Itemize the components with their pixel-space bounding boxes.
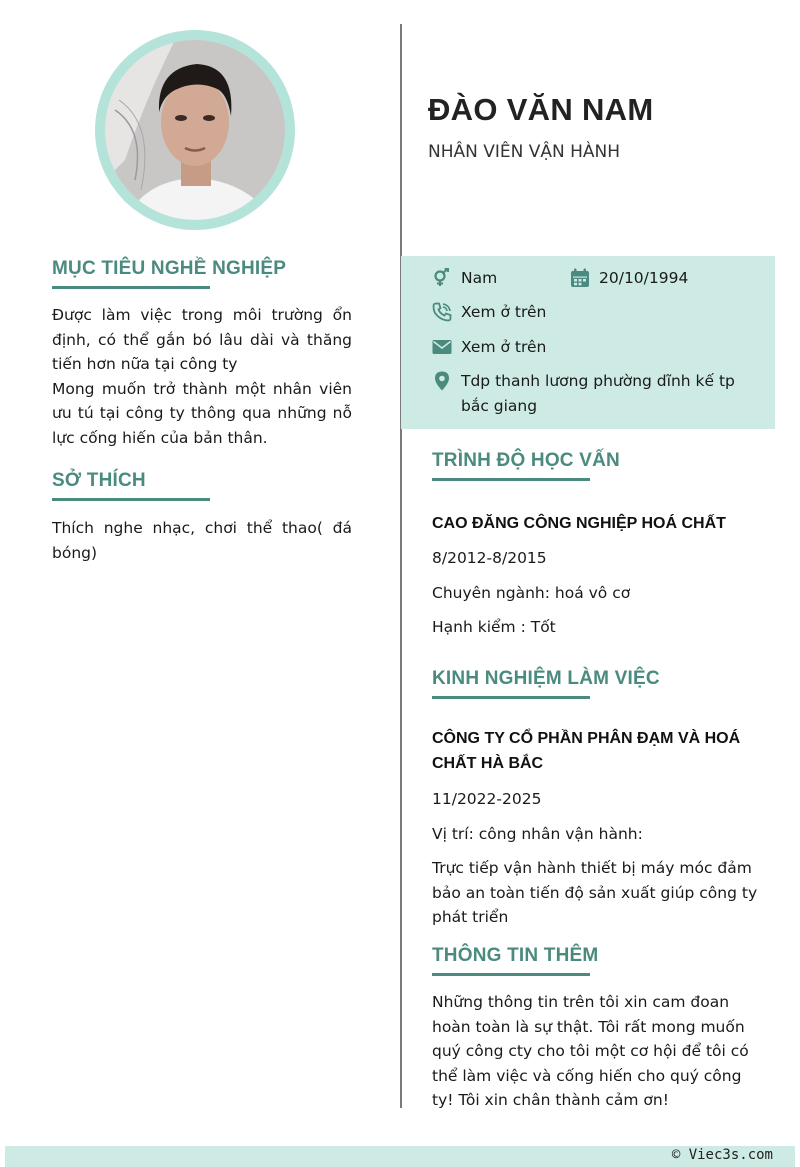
phone-icon	[431, 301, 453, 323]
education-school: CAO ĐĂNG CÔNG NGHIỆP HOÁ CHẤT	[432, 515, 726, 532]
experience-section	[432, 668, 762, 930]
education-major: Chuyên ngành: hoá vô cơ	[432, 583, 631, 602]
section-underline	[432, 478, 590, 481]
hobbies-heading	[52, 470, 210, 501]
education-heading	[432, 450, 620, 481]
email-icon	[431, 336, 453, 358]
section-underline	[432, 696, 590, 699]
education-conduct: Hạnh kiểm : Tốt	[432, 618, 556, 636]
section-underline	[432, 973, 590, 976]
avatar	[105, 40, 285, 220]
phone-row	[431, 300, 546, 325]
education-title: TRÌNH ĐỘ HỌC VẤN	[432, 450, 620, 471]
gender-icon	[431, 267, 453, 289]
hobbies-title: SỞ THÍCH	[52, 470, 146, 491]
gender-row	[431, 266, 497, 291]
address-value: Tdp thanh lương phường dĩnh kế tp bắc giang	[461, 372, 735, 415]
experience-period: 11/2022-2025	[432, 790, 542, 808]
education-section	[432, 450, 762, 640]
candidate-position: NHÂN VIÊN VẬN HÀNH	[428, 142, 621, 162]
hobbies-text: Thích nghe nhạc, chơi thể thao( đá bóng)	[52, 519, 352, 562]
candidate-name: ĐÀO VĂN NAM	[428, 92, 654, 127]
section-underline	[52, 286, 210, 289]
experience-role: Vị trí: công nhân vận hành:	[432, 824, 643, 843]
objective-heading	[52, 258, 287, 289]
additional-section	[432, 945, 762, 1113]
education-period: 8/2012-8/2015	[432, 549, 547, 567]
phone-value: Xem ở trên	[461, 303, 547, 321]
column-divider	[400, 24, 402, 1108]
objective-title: MỤC TIÊU NGHỀ NGHIỆP	[52, 258, 287, 279]
footer-bar	[5, 1146, 795, 1167]
birthday-row	[569, 266, 688, 291]
additional-text: Những thông tin trên tôi xin cam đoan hoàn toàn là sự thật. Tôi rất mong muốn quý công cty cho tôi một cơ hội để tôi có thể làm việc và cống hiến cho quý công ty! Tôi xin chân thành cảm ơn!	[432, 993, 749, 1109]
experience-company: CÔNG TY CỔ PHẦN PHÂN ĐẠM VÀ HOÁ CHẤT HÀ BẮC	[432, 730, 741, 772]
section-underline	[52, 498, 210, 501]
birthday-value: 20/10/1994	[599, 269, 689, 287]
address-row	[431, 369, 751, 418]
left-column	[52, 258, 352, 565]
experience-description: Trực tiếp vận hành thiết bị máy móc đảm bảo an toàn tiến độ sản xuất giúp công ty phát triển	[432, 859, 758, 926]
calendar-icon	[569, 267, 591, 289]
additional-title: THÔNG TIN THÊM	[432, 945, 599, 966]
email-row	[431, 335, 546, 360]
experience-title: KINH NGHIỆM LÀM VIỆC	[432, 668, 660, 689]
experience-heading	[432, 668, 660, 699]
footer-credit: © Viec3s.com	[671, 1147, 773, 1163]
objective-text: Được làm việc trong môi trường ổn định, có thể gắn bó lâu dài và thăng tiến hơn nữa tại công ty Mong muốn trở thành một nhân viên ưu tú tại công ty thông qua những nỗ lực cống hiến của bản thân.	[52, 306, 352, 447]
email-value: Xem ở trên	[461, 338, 547, 356]
location-pin-icon	[431, 370, 453, 392]
additional-heading	[432, 945, 599, 976]
gender-value: Nam	[461, 269, 498, 287]
contact-panel	[401, 256, 775, 429]
avatar-frame	[95, 30, 295, 230]
